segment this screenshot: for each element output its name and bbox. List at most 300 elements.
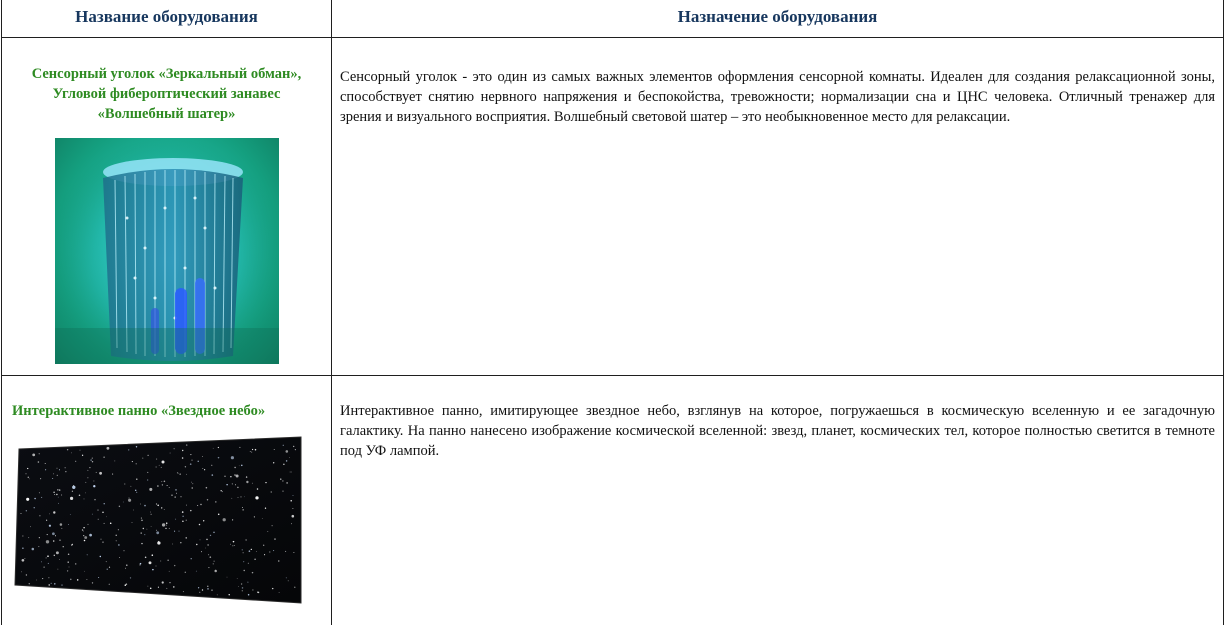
star-dot [220,490,221,491]
star-dot [93,481,94,482]
star-dot [72,491,73,492]
star-dot [282,490,283,491]
star-dot [166,588,167,589]
star-dot [215,570,216,571]
star-dot [280,478,281,479]
star-dot [197,505,198,506]
star-dot [80,450,81,451]
star-dot [234,545,235,546]
star-dot [182,457,184,459]
star-dot [169,571,170,572]
star-dot [269,551,270,552]
star-dot [239,447,240,448]
star-dot [172,544,173,545]
star-dot [63,546,64,547]
star-dot [255,496,258,499]
star-dot [118,529,119,530]
star-dot [72,486,75,489]
star-dot [161,507,162,508]
star-dot [126,583,128,585]
header-equipment-purpose: Назначение оборудования [332,0,1224,38]
table-header-row [2,0,1224,38]
star-dot [182,520,184,522]
table-row [2,38,1224,376]
star-dot [243,552,244,553]
star-dot [85,482,86,483]
star-dot [102,541,103,542]
star-dot [98,519,99,520]
equipment-description: Сенсорный уголок - это один из самых важных элементов оформления сенсорной комнаты. Идеален для создания релаксационной зоны, способствует снятию нервного напряжения и беспокойства, тревожности; нормализации сна и ЦНС человека. Отличный тренажер для зрения и визуального восприятия. Волшебный световой шатер – это необыкновенное место для релаксации. [340,69,1215,125]
star-dot [203,520,204,521]
star-dot [286,450,289,453]
star-dot [100,556,101,557]
star-dot [237,578,238,579]
star-dot [155,565,156,566]
star-dot [22,547,23,548]
star-dot [38,461,40,463]
star-dot [291,523,292,524]
star-dot [282,480,283,481]
star-dot [204,469,205,470]
star-dot [274,449,275,450]
star-dot [86,579,87,580]
star-dot [53,474,54,475]
star-dot [242,587,244,589]
star-dot [128,497,129,498]
star-dot [27,468,28,469]
star-dot [192,460,193,461]
star-dot [285,551,286,552]
star-dot [186,474,187,475]
star-dot [87,470,88,471]
equipment-title-line: Угловой фибероптический занавес [52,86,281,102]
star-dot [158,587,159,588]
star-dot [174,565,175,566]
star-dot [162,461,165,464]
star-dot [147,529,148,530]
star-dot [39,537,40,538]
star-dot [271,491,272,492]
star-dot [294,587,295,588]
star-dot [61,495,62,496]
star-dot [22,536,23,537]
star-dot [272,525,273,526]
star-dot [241,583,242,584]
equipment-name-cell [2,38,332,376]
star-dot [252,483,253,484]
star-dot [45,469,46,470]
star-dot [164,481,166,483]
star-dot [186,444,187,445]
star-dot [32,548,35,551]
star-dot [141,532,142,533]
star-dot [141,520,142,521]
star-dot [82,529,83,530]
star-dot [75,461,76,462]
star-dot [265,482,266,483]
star-dot [152,554,154,556]
star-dot [25,558,26,559]
star-dot [57,489,58,490]
star-dot [208,567,209,568]
star-dot [149,488,152,491]
star-dot [131,486,132,487]
equipment-title-line: «Волшебный шатер» [97,106,236,122]
star-dot [180,542,182,544]
star-dot [226,484,227,485]
equipment-purpose-cell [332,38,1224,376]
star-dot [272,588,273,589]
star-dot [148,586,149,587]
star-dot [229,594,230,595]
star-dot [89,467,90,468]
star-dot [162,581,164,583]
star-dot [26,510,27,511]
star-dot [51,583,52,584]
star-dot [242,507,243,508]
star-dot [202,456,203,457]
star-dot [234,474,236,476]
star-dot [162,523,165,526]
star-dot [144,505,146,507]
star-dot [213,563,214,564]
star-dot [185,466,186,467]
star-dot [156,459,157,460]
star-dot [192,487,193,488]
star-dot [65,471,66,472]
star-dot [264,554,265,555]
star-dot [46,557,47,558]
star-dot [289,457,290,458]
star-dot [123,550,124,551]
star-dot [263,545,264,546]
star-dot [43,566,44,567]
star-dot [84,571,85,572]
star-dot [140,563,142,565]
star-dot [124,483,125,484]
star-dot [211,589,212,590]
star-dot [152,569,154,571]
star-dot [21,571,22,572]
star-dot [156,530,157,531]
star-dot [196,544,197,545]
star-dot [128,449,129,450]
star-dot [77,579,79,581]
equipment-name-cell [2,376,332,625]
star-dot [210,556,212,558]
star-dot [254,516,255,517]
star-dot [133,510,134,511]
star-dot [222,491,223,492]
star-dot [292,508,293,509]
star-dot [39,515,40,516]
star-dot [109,584,110,585]
star-dot [58,569,59,570]
star-dot [116,535,117,536]
star-dot [28,537,29,538]
star-dot [49,525,51,527]
star-dot [92,461,93,462]
star-dot [246,476,247,477]
star-dot [96,472,97,473]
star-dot [179,473,181,475]
star-dot [291,472,292,473]
star-dot [150,588,152,590]
star-dot [68,553,70,555]
star-dot [232,519,233,520]
star-dot [230,544,231,545]
equipment-table [1,0,1224,625]
star-dot [201,551,202,552]
star-dot [273,550,274,551]
star-dot [227,577,228,578]
star-dot [265,508,266,509]
equipment-title [2,38,331,124]
star-dot [218,457,220,459]
star-dot [116,540,117,541]
star-dot [186,537,187,538]
star-dot [104,523,105,524]
star-dot [106,516,107,517]
star-dot [279,592,280,593]
star-dot [65,467,66,468]
star-dot [34,507,35,508]
star-dot [87,477,88,478]
star-dot [83,535,84,536]
star-dot [241,465,242,466]
star-dot [73,485,74,486]
star-dot [231,456,234,459]
star-dot [52,532,55,535]
star-dot [157,505,159,507]
star-dot [136,463,137,464]
star-dot [255,449,257,451]
star-dot [191,482,192,483]
star-dot [59,469,60,470]
star-dot [251,549,252,550]
star-dot [286,578,287,579]
star-dot [252,589,253,590]
star-dot [141,518,142,519]
star-dot [213,532,214,533]
star-dot [136,492,137,493]
star-dot [241,496,242,497]
star-dot [207,544,208,545]
star-dot [290,500,292,502]
star-dot [252,572,254,574]
star-dot [128,499,131,502]
star-dot [21,513,22,514]
equipment-title: Интерактивное панно «Звездное небо» [12,403,266,419]
star-dot [29,583,30,584]
star-dot [87,554,88,555]
star-dot [53,540,55,542]
star-dot [147,479,148,480]
star-dot [39,492,40,493]
star-dot [59,489,60,490]
star-dot [90,459,91,460]
star-dot [107,569,108,570]
star-dot [198,587,199,588]
star-dot [183,591,184,592]
star-dot [72,544,73,545]
star-dot [70,579,71,580]
star-dot [30,526,31,527]
star-dot [135,490,136,491]
star-dot [157,485,159,487]
star-dot [286,460,288,462]
star-dot [57,475,58,476]
star-dot [198,461,199,462]
star-dot [169,528,170,529]
star-dot [141,543,142,544]
star-dot [244,570,245,571]
star-dot [53,491,55,493]
star-dot [156,503,157,504]
star-dot [47,534,48,535]
star-dot [217,595,218,596]
star-dot [143,528,144,529]
star-dot [247,582,248,583]
star-dot [156,531,159,534]
star-dot [238,497,239,498]
star-dot [244,496,245,497]
star-dot [166,525,167,526]
star-dot [41,497,42,498]
star-dot [200,504,201,505]
star-dot [231,498,232,499]
star-dot [83,527,84,528]
star-dot [200,540,201,541]
star-dot [130,577,131,578]
header-equipment-name: Название оборудования [2,0,332,38]
star-dot [40,478,41,479]
star-dot [190,510,191,511]
star-dot [223,518,226,521]
star-dot [242,549,243,550]
star-dot [208,554,209,555]
star-dot [82,455,83,456]
star-dot [175,489,176,490]
star-dot [92,457,93,458]
star-dot [234,467,235,468]
star-dot [151,526,152,527]
star-dot [286,482,288,484]
star-dot [258,592,259,593]
star-dot [102,512,103,513]
star-dot [178,473,179,474]
star-dot [46,520,47,521]
star-dot [100,539,101,540]
star-dot [68,524,69,525]
star-dot [88,524,89,525]
star-dot [242,590,243,591]
equipment-title-line: Сенсорный уголок «Зеркальный обман», [31,66,302,82]
star-dot [56,494,57,495]
star-dot [248,563,249,564]
star-dot [112,474,113,475]
star-dot [159,465,160,466]
star-dot [149,561,152,564]
starry-sky-panel-photo [13,435,303,607]
star-dot [54,555,55,556]
star-dot [190,463,192,465]
star-dot [283,464,284,465]
star-dot [53,511,55,513]
star-dot [292,515,295,518]
star-dot [136,479,137,480]
star-dot [167,485,168,486]
star-dot [119,557,120,558]
star-dot [123,502,124,503]
star-dot [94,499,96,501]
star-dot [232,483,233,484]
star-dot [292,495,293,496]
star-dot [235,484,236,485]
star-dot [233,541,235,543]
star-dot [132,522,133,523]
star-dot [42,578,43,579]
star-dot [99,472,102,475]
star-dot [245,539,246,540]
star-dot [186,505,187,506]
star-dot [170,453,171,454]
star-dot [136,446,137,447]
star-dot [161,481,162,482]
star-dot [190,454,191,455]
star-dot [252,449,253,450]
star-dot [75,563,77,565]
star-dot [182,450,183,451]
star-dot [236,475,239,478]
star-dot [238,586,239,587]
star-dot [84,540,86,542]
star-dot [169,582,170,583]
star-dot [262,518,263,519]
star-dot [60,523,63,526]
star-dot [215,501,217,503]
star-dot [147,472,148,473]
star-dot [192,483,193,484]
star-dot [26,473,27,474]
star-dot [47,555,49,557]
star-dot [254,558,256,560]
star-dot [175,519,176,520]
star-dot [243,561,244,562]
star-dot [202,589,203,590]
star-dot [273,462,274,463]
star-dot [224,475,226,477]
star-dot [237,487,239,489]
star-dot [38,546,39,547]
star-dot [248,594,250,596]
star-dot [67,449,68,450]
star-dot [186,520,187,521]
star-dot [157,541,160,544]
star-dot [212,474,214,476]
star-dot [288,580,289,581]
equipment-purpose-cell [332,376,1224,625]
star-dot [59,559,60,560]
star-dot [168,560,169,561]
star-dot [250,451,251,452]
star-dot [206,539,208,541]
star-dot [290,472,291,473]
star-dot [104,503,105,504]
star-dot [92,514,93,515]
star-dot [218,447,219,448]
star-dot [213,448,214,449]
